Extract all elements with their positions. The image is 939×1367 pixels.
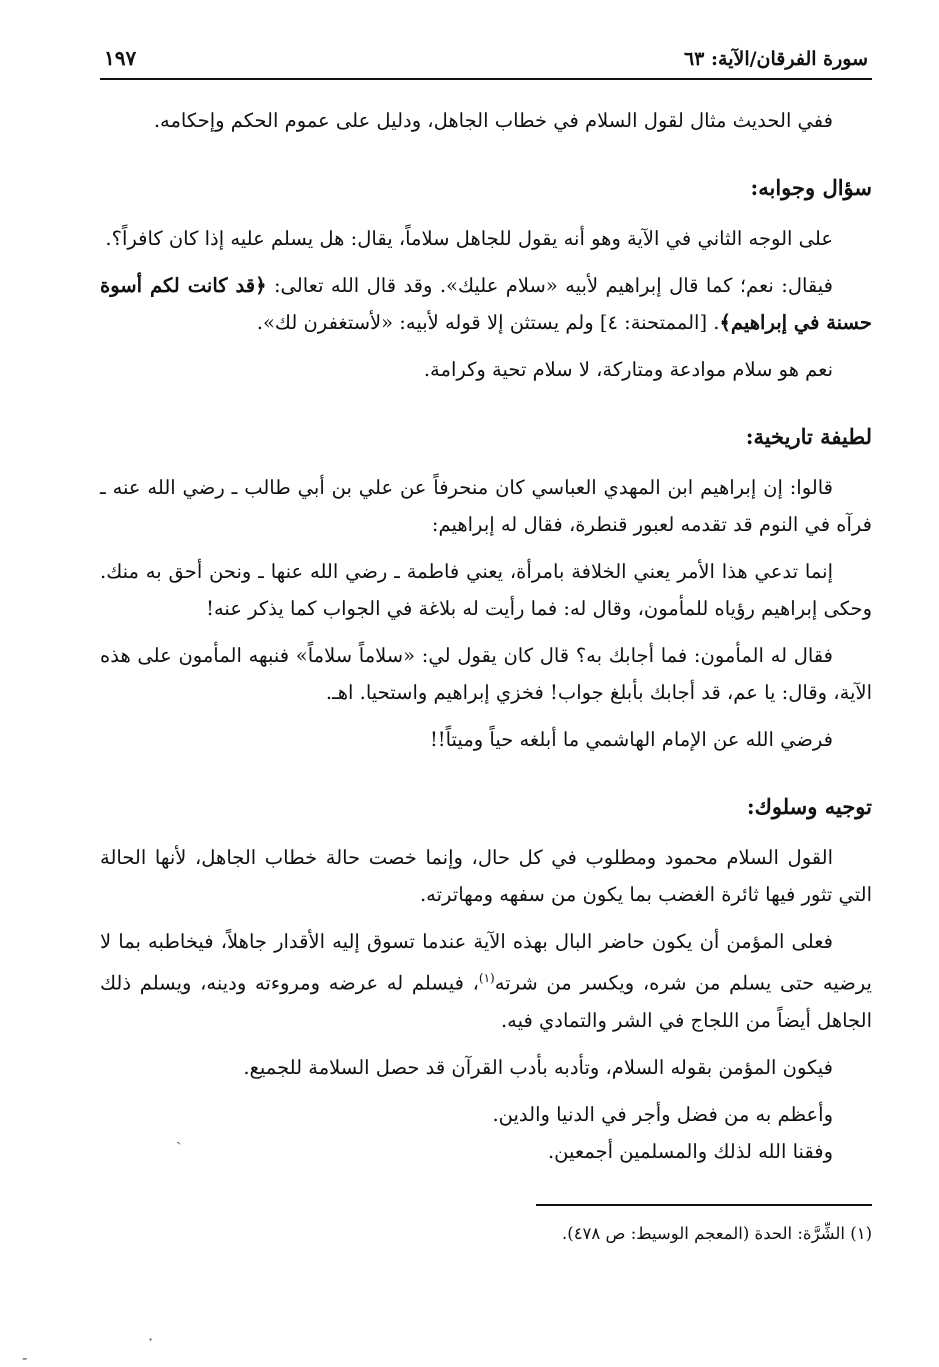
chapter-title: سورة الفرقان/الآية: ٦٣: [683, 48, 868, 70]
paragraph-11: فيكون المؤمن بقوله السلام، وتأدبه بأدب القرآن قد حصل السلامة للجميع.: [243, 1055, 833, 1079]
section-heading-anecdote: لطيفة تاريخية:: [745, 424, 872, 449]
paragraph-3: [100, 267, 872, 341]
page-body: [100, 102, 872, 1170]
scan-speck-mark: ·: [148, 1330, 154, 1349]
section-heading-question: سؤال وجوابه:: [750, 175, 872, 200]
section-heading-guidance: توجيه وسلوك:: [746, 794, 872, 819]
paragraph-8: فرضي الله عن الإمام الهاشمي ما أبلغه حياً وميتاً!!: [429, 728, 833, 751]
paragraph-9: القول السلام محمود ومطلوب في كل حال، وإنما خصت حالة خطاب الجاهل، لأنها الحالة التي تثور فيها ثائرة الغضب بما يكون من سفهه ومهاترته.: [100, 846, 872, 906]
paragraph-12: وأعظم به من فضل وأجر في الدنيا والدين.: [492, 1102, 833, 1126]
paragraph-10-text-a: فعلى المؤمن أن يكون حاضر البال بهذه الآية عندما تسوق إليه الأقدار جاهلاً، فيخاطبه بما لا يرضيه حتى يسلم من شره، ويكسر من شرته: [100, 930, 872, 995]
paragraph-6: إنما تدعي هذا الأمر يعني الخلافة بامرأة، يعني فاطمة ـ رضي الله عنها ـ ونحن أحق به منك. وحكى إبراهيم رؤياه للمأمون، وقال له: فما رأيت له بلاغة في الجواب كما يذكر عنه!: [100, 560, 872, 620]
page-number: ١٩٧: [104, 46, 137, 70]
paragraph-3-text-a: فيقال: نعم؛ كما قال إبراهيم لأبيه «سلام عليك». وقد قال الله تعالى:: [266, 274, 834, 297]
closing-lines: [100, 1096, 872, 1170]
paragraph-3-text-b: . [الممتحنة: ٤] ولم يستثن إلا قوله لأبيه: «لأستغفرن لك».: [256, 311, 720, 334]
paragraph-10-text-b: ، فيسلم له عرضه ومروءته ودينه، ويسلم ذلك الجاهل أيضاً من اللجاج في الشر والتمادي فيه.: [100, 971, 872, 1032]
footnote: (١) الشِّرَّة: الحدة (المعجم الوسيط: ص ٤٧٨).: [562, 1223, 872, 1243]
paragraph-10: [100, 923, 872, 1039]
paragraph-5: قالوا: إن إبراهيم ابن المهدي العباسي كان منحرفاً عن علي بن أبي طالب ـ رضي الله عنه ـ فرآه في النوم قد تقدمه لعبور قنطرة، فقال له إبراهيم:: [100, 476, 872, 536]
paragraph-4: نعم هو سلام موادعة ومتاركة، لا سلام تحية وكرامة.: [423, 358, 833, 381]
footnote-divider: [536, 1204, 872, 1206]
paragraph-7: فقال له المأمون: فما أجابك به؟ قال كان يقول لي: «سلاماً سلاماً» فنبهه المأمون على هذه الآية، وقال: يا عم، قد أجابك بأبلغ جواب! فخزي إبراهيم واستحيا. اهـ.: [100, 644, 872, 704]
scan-speck-mark: ˏ: [176, 1126, 182, 1145]
scan-speck-mark: -: [22, 1348, 28, 1367]
paragraph-1: ففي الحديث مثال لقول السلام في خطاب الجاهل، ودليل على عموم الحكم وإحكامه.: [153, 109, 833, 132]
quran-verse: ﴿قد كانت لكم أسوة حسنة في إبراهيم﴾: [100, 274, 872, 334]
paragraph-2: على الوجه الثاني في الآية وهو أنه يقول للجاهل سلاماً، يقال: هل يسلم عليه إذا كان كافراً؟.: [105, 227, 833, 250]
paragraph-13: وفقنا الله لذلك والمسلمين أجمعين.: [547, 1139, 833, 1163]
book-page: [100, 40, 872, 1248]
running-header: [100, 40, 872, 80]
footnote-reference[interactable]: (١): [478, 971, 495, 985]
